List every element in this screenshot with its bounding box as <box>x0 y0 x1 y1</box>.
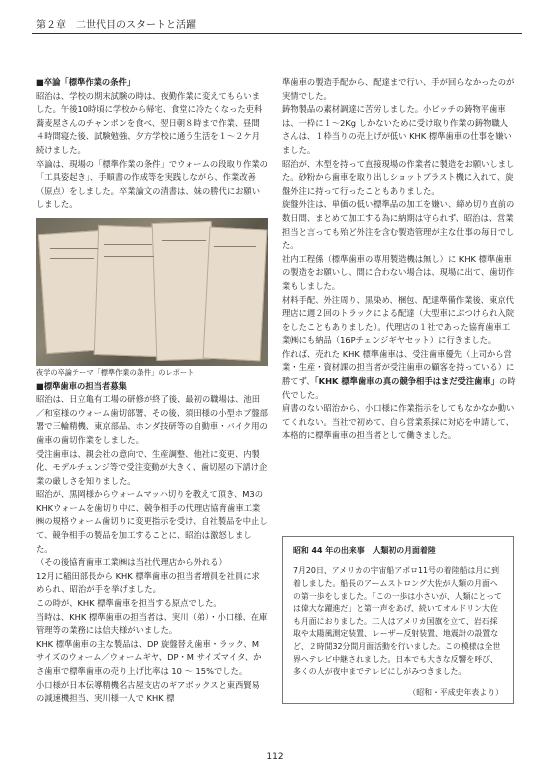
paragraph: KHK 標準歯車の主な製品は、DP 旋盤替え歯車・ラック、M サイズのウォーム／ウォームギヤ、DP・M サイズマイタ、かさ歯車で標準歯車の売り上げ比率は 10 ～ 15%でした。 <box>36 638 262 676</box>
box-title: 昭和 44 年の出来事 人類初の月面着陸 <box>293 546 436 555</box>
section-heading-recruit: ■標準歯車の担当者募集 <box>36 380 127 391</box>
highlight-text: 「KHK 標準歯車の真の競争相手はまだ受注歯車」 <box>314 376 500 387</box>
paragraph: この時が、KHK 標準歯車を担当する原点でした。 <box>36 598 222 609</box>
paragraph: 卒論は、現場の「標準作業の条件」でウォームの段取り作業の「工具姿起き」、手順書の作成等を実践しながら、作業改善（原点）をしました。卒業論文の清書は、妹の勝代にお願いしました。 <box>36 158 268 210</box>
paragraph: 小口様が日本伝導精機名古屋支店のギアボックスと東西賢易の減速機担当、実川様一人で KHK 標 <box>36 679 260 704</box>
header-rule <box>32 33 522 34</box>
paragraph: 昭治は、学校の期末試験の時は、夜勤作業に変えてもらいました。午後10時頃に学校から帰宅、食堂に冷たくなった吏科蕎麦屋さんのチャンポンを食べ、翌日朝８時まで作業、昼間４時間寝た後、試験勉強、夕方学校に通う生活を１～２ケ月続けました。 <box>36 90 263 155</box>
paragraph: 鋳物製品の素材調達に苦労しました。小ピッチの鋳物平歯車は、一枠に１～2Kg しかないために受け取り作業の鋳物職人さんは、１枠当りの売上げが低い KHK 標準歯車の仕事を嫌いました。 <box>282 104 512 155</box>
paragraph: 材料手配、外注周り、黒染め、梱包、配達準備作業後、東京代理店に週２回のトラックによる配達（大型車にぶつけられ入院をしたこともありました）。代理店の１社であった協育歯車工業㈱にも納品（16Pチェンジギヤセット）に行きました。 <box>282 294 515 346</box>
left-column <box>36 76 268 706</box>
right-column <box>282 76 516 443</box>
paragraph: 昭治は、日立亀有工場の研修が終了後、最初の職場は、池田／和室様のウォーム歯切部署、その後、須田様の小型ホブ盤部署で三輪精機、東京部品、ホンダ技研等の自動車・バイク用の歯車の歯切作業をしました。 <box>36 394 268 445</box>
paragraph: 肩書のない昭治から、小口様に作業指示をしてもなかなか動いてくれない。当社で初めて、自ら営業系採に対応を申請して、本格的に標準歯車の担当者として働きました。 <box>282 403 515 441</box>
section-heading-thesis: ■卒論「標準作業の条件」 <box>36 77 136 87</box>
photo-caption: 夜学の卒論テーマ「標準作業の条件」のレポート <box>36 367 195 377</box>
paragraph: 昭治が、黒岡様からウォームマッハ切りを教えて頂き、M3のKHKウォームを歯切り中に、競争相手の代理店協育歯車工業㈱の規格ウォーム歯切りに変更指示を受け、自社製品を中止して、競争相手の製品を加工することに、昭治は激怒しました。 <box>36 489 268 554</box>
paragraph <box>282 348 516 402</box>
box-body: 7月20日、アメリカの宇宙船アポロ11号の着陸船は月に到着しました。船長のアームストロング大佐が人類の月面への第一歩をしました。「この一歩は小さいが、人類にとっては偉大な躍進だ」と第一声をあげ、続いてオルドリン大佐も月面におりました。二人はアメリカ国旗を立て、岩石採取や太陽風測定装置、レーザー反射装置、地震計の設置など、２時間32分間月面活動を行いました。この模様は全世界へテレビ中継されました。日本でも大きな反響を呼び、多くの人が夜中までテレビにしがみつきました。 <box>293 566 502 677</box>
paragraph: 準歯車の製造手配から、配達まで行い、手が回らなかったのが実情でした。 <box>282 77 515 101</box>
paragraph: （その後協育歯車工業㈱は当社代理店から外れる） <box>36 557 227 568</box>
paragraph: 社内工程係（標準歯車の専用製造機は無し）に KHK 標準歯車の製造をお願いし、間に合わない場合は、現場に出て、歯切作業もしました。 <box>282 253 515 291</box>
paragraph: 受注歯車は、親会社の意向で、生産調整、他社に変更、内製化、モデルチェンジ等で受注変動が大きく、歯切屋の下請け企業の厳しさを知りました。 <box>36 448 268 486</box>
paragraph: 旋盤外注は、単価の低い標準品の加工を嫌い、締め切り直前の数日間、まとめて加工する為に納期は守られず、昭治は、営業担当と言っても殆ど外注を含む製造管理が主な仕事の毎日でした。 <box>282 199 515 251</box>
paragraph-text: 作れば、売れた KHK 標準歯車は、受注歯車優先（上司から営業・生産・資材課の担当者が受注歯車の顧客を持っている）に勝てず、 <box>282 348 515 387</box>
chapter-header: 第２章 二世代目のスタートと活躍 <box>36 20 196 31</box>
sidebar-box-moon-landing <box>282 536 514 704</box>
paragraph: 昭治が、木型を持って直接現場の作業者に製造をお願いしました。砂粉から歯車を取り出しショットブラスト機に入れて、旋盤外注に持って行ったこともありました。 <box>282 158 515 196</box>
paragraph: 12月に稲田部長から KHK 標準歯車の担当者増員を社員に求められ、昭治が手を挙げました。 <box>36 570 260 595</box>
box-source: （昭和・平成史年表より） <box>408 687 503 697</box>
paragraph-text: の時代でした。 <box>282 376 516 400</box>
thesis-report-photo <box>36 218 268 366</box>
paragraph: 当時は、KHK 標準歯車の担当者は、実川（弟）・小口様、在庫管理等の業務には信夫様がいました。 <box>36 611 268 636</box>
page-number: 112 <box>266 752 284 762</box>
